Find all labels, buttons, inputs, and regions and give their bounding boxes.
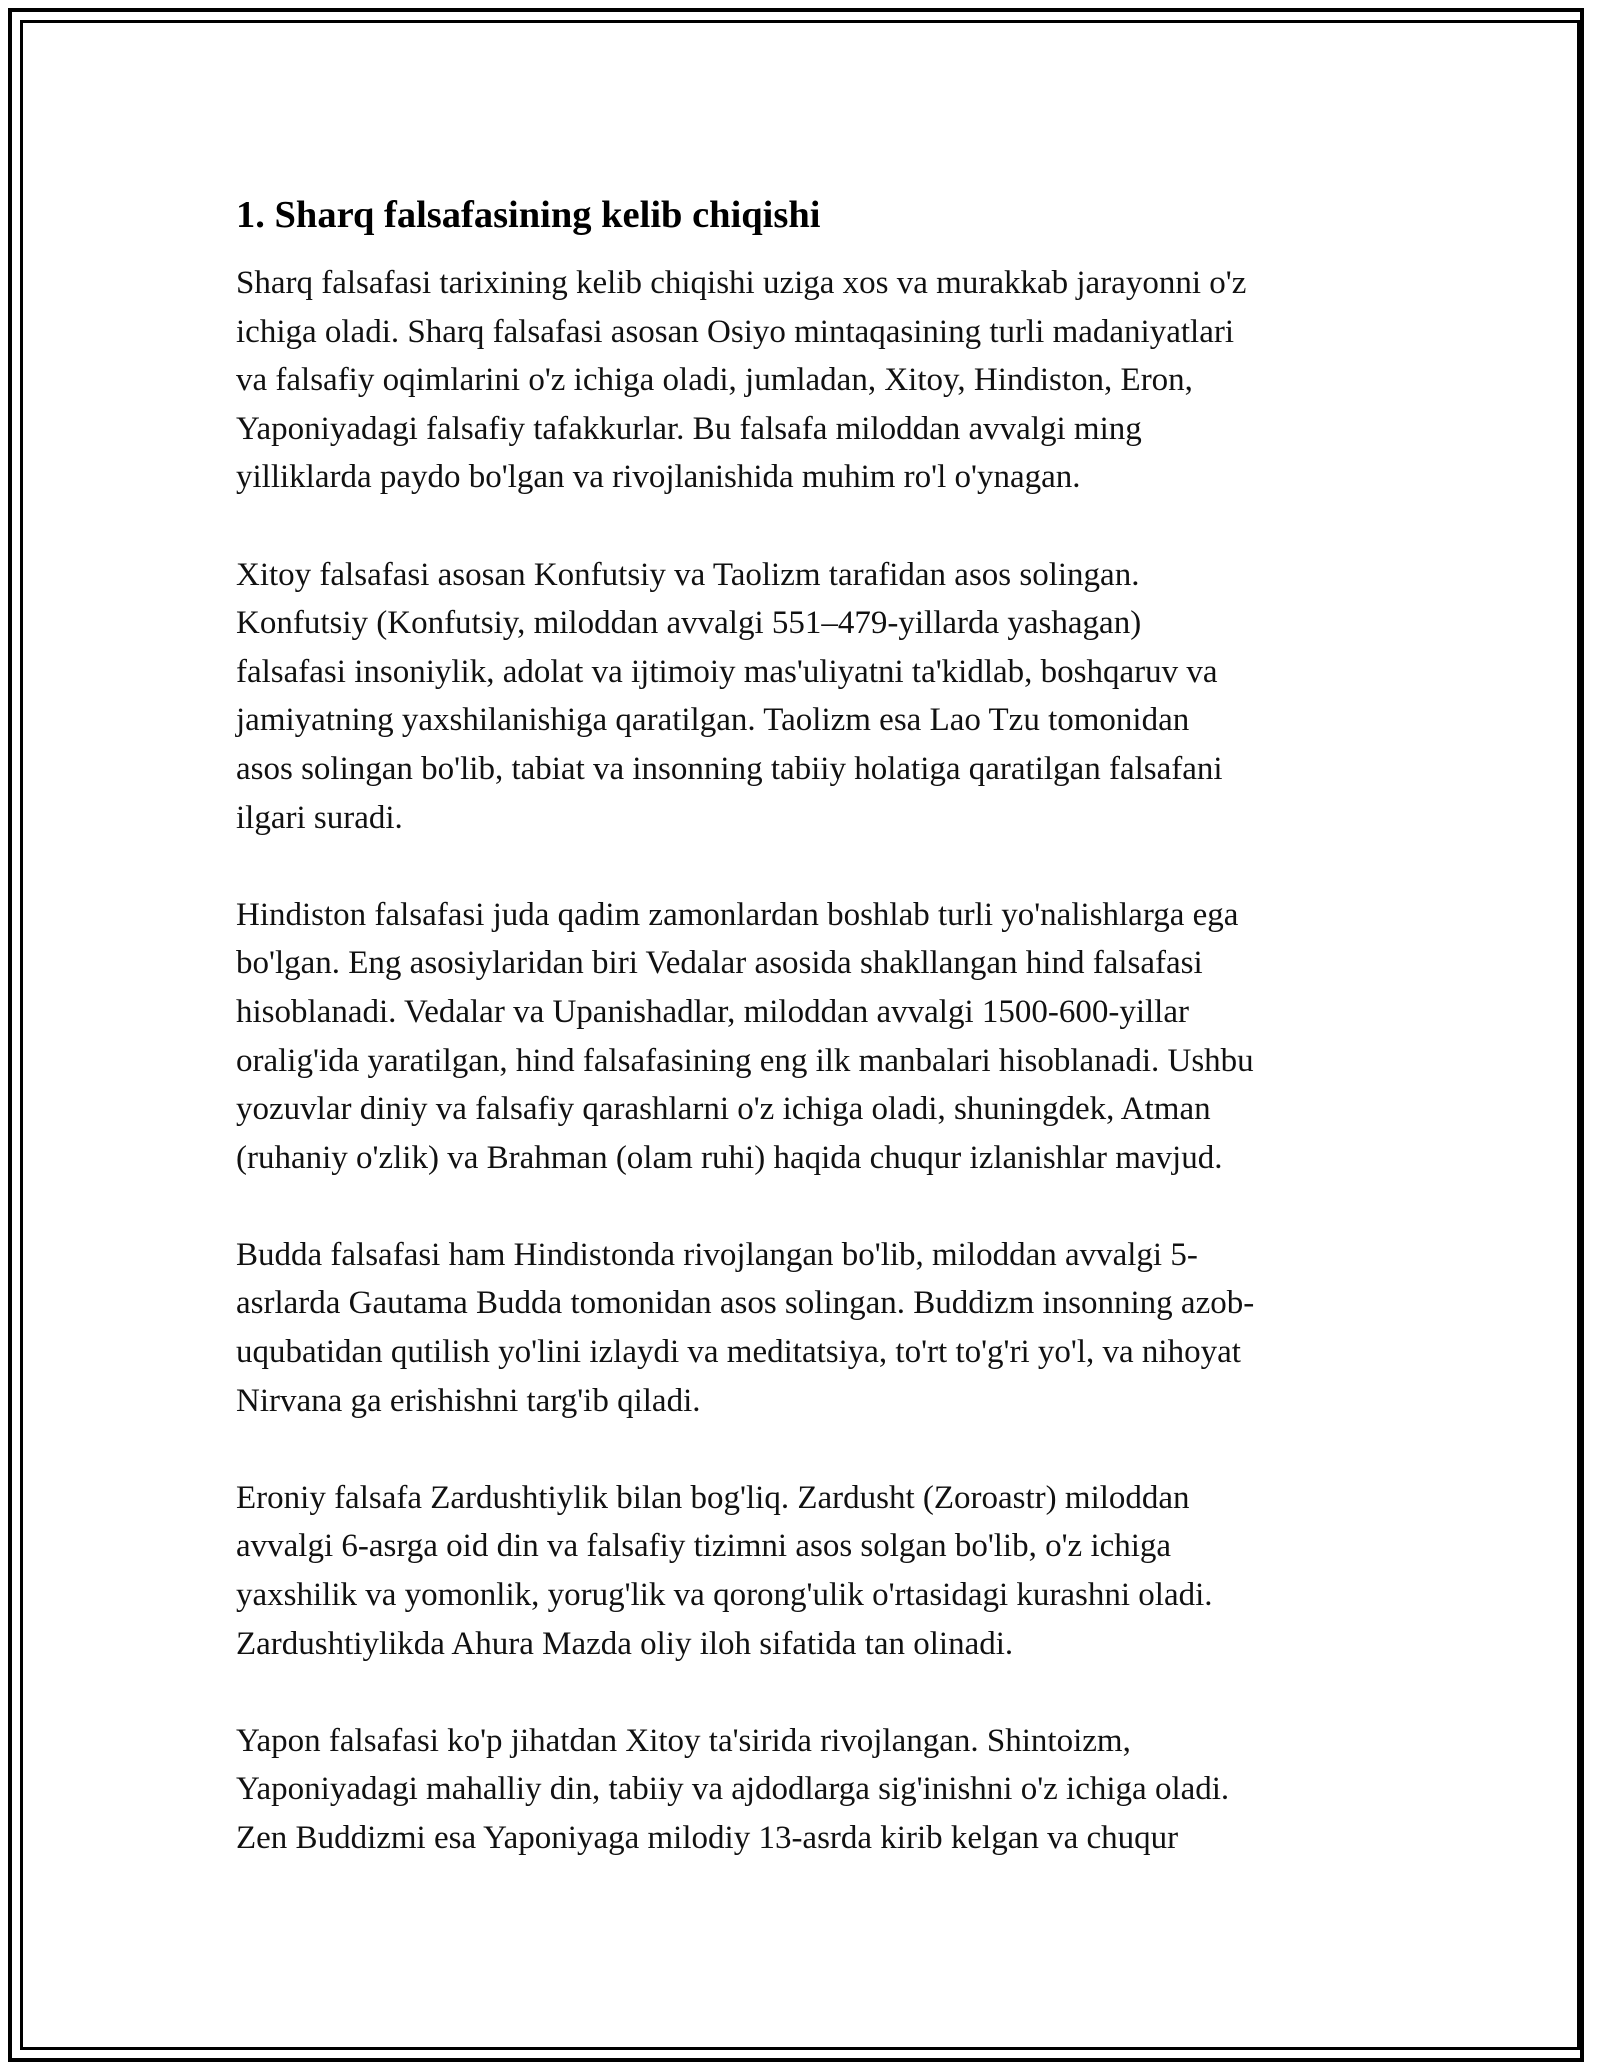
text-line: Xitoy falsafasi asosan Konfutsiy va Taolizm tarafidan asos solingan. [236, 556, 1140, 593]
text-line: ilgari suradi. [236, 799, 403, 836]
text-line: Yapon falsafasi ko'p jihatdan Xitoy ta'sirida rivojlangan. Shintoizm, [236, 1722, 1131, 1759]
text-line: falsafasi insoniylik, adolat va ijtimoiy mas'uliyatni ta'kidlab, boshqaruv va [236, 653, 1218, 690]
text-line: Yaponiyadagi falsafiy tafakkurlar. Bu falsafa miloddan avvalgi ming [236, 410, 1142, 447]
paragraph-buddha [236, 1231, 1376, 1425]
paragraph-india [236, 891, 1376, 1183]
text-line: yilliklarda paydo bo'lgan va rivojlanishida muhim ro'l o'ynagan. [236, 459, 1081, 496]
text-line: Hindiston falsafasi juda qadim zamonlardan boshlab turli yo'nalishlarga ega [236, 896, 1239, 933]
text-line: yaxshilik va yomonlik, yorug'lik va qorong'ulik o'rtasidagi kurashni oladi. [236, 1577, 1213, 1614]
text-line: avvalgi 6-asrga oid din va falsafiy tizimni asos solgan bo'lib, o'z ichiga [236, 1528, 1172, 1565]
text-line: yozuvlar diniy va falsafiy qarashlarni o'z ichiga oladi, shuningdek, Atman [236, 1091, 1211, 1128]
text-line: oralig'ida yaratilgan, hind falsafasining eng ilk manbalari hisoblanadi. Ushbu [236, 1042, 1254, 1079]
text-line: bo'lgan. Eng asosiylaridan biri Vedalar asosida shakllangan hind falsafasi [236, 945, 1203, 982]
text-line: asos solingan bo'lib, tabiat va insonning tabiiy holatiga qaratilgan falsafani [236, 750, 1223, 787]
paragraph-japan [236, 1717, 1376, 1863]
paragraph-china [236, 551, 1376, 843]
text-line: Zardushtiylikda Ahura Mazda oliy iloh sifatida tan olinadi. [236, 1625, 1014, 1662]
text-line: Yaponiyadagi mahalliy din, tabiiy va ajdodlarga sig'inishni o'z ichiga oladi. [236, 1771, 1230, 1808]
text-line: Budda falsafasi ham Hindistonda rivojlangan bo'lib, miloddan avvalgi 5- [236, 1236, 1198, 1273]
section-heading: 1. Sharq falsafasining kelib chiqishi [236, 194, 821, 236]
text-line: asrlarda Gautama Budda tomonidan asos solingan. Buddizm insonning azob- [236, 1285, 1255, 1322]
text-line: va falsafiy oqimlarini o'z ichiga oladi, jumladan, Xitoy, Hindiston, Eron, [236, 362, 1193, 399]
text-line: Sharq falsafasi tarixining kelib chiqishi uziga xos va murakkab jarayonni o'z [236, 265, 1247, 301]
text-line: Eroniy falsafa Zardushtiylik bilan bog'liq. Zardusht (Zoroastr) miloddan [236, 1479, 1190, 1516]
text-line: Konfutsiy (Konfutsiy, miloddan avvalgi 551–479-yillarda yashagan) [236, 605, 1142, 642]
paragraph-iran [236, 1474, 1376, 1668]
document-body [236, 187, 1376, 1911]
text-line: Nirvana ga erishishni targ'ib qiladi. [236, 1382, 701, 1419]
text-line: jamiyatning yaxshilanishiga qaratilgan. Taolizm esa Lao Tzu tomonidan [236, 702, 1190, 739]
text-line: uqubatidan qutilish yo'lini izlaydi va meditatsiya, to'rt to'g'ri yo'l, va nihoyat [236, 1334, 1241, 1371]
text-line: (ruhaniy o'zlik) va Brahman (olam ruhi) haqida chuqur izlanishlar mavjud. [236, 1139, 1223, 1176]
paragraph-origin [236, 259, 1376, 502]
text-line: Zen Buddizmi esa Yaponiyaga milodiy 13-asrda kirib kelgan va chuqur [236, 1820, 1179, 1856]
text-line: ichiga oladi. Sharq falsafasi asosan Osiyo mintaqasining turli madaniyatlari [236, 313, 1235, 350]
text-line: hisoblanadi. Vedalar va Upanishadlar, miloddan avvalgi 1500-600-yillar [236, 993, 1189, 1030]
